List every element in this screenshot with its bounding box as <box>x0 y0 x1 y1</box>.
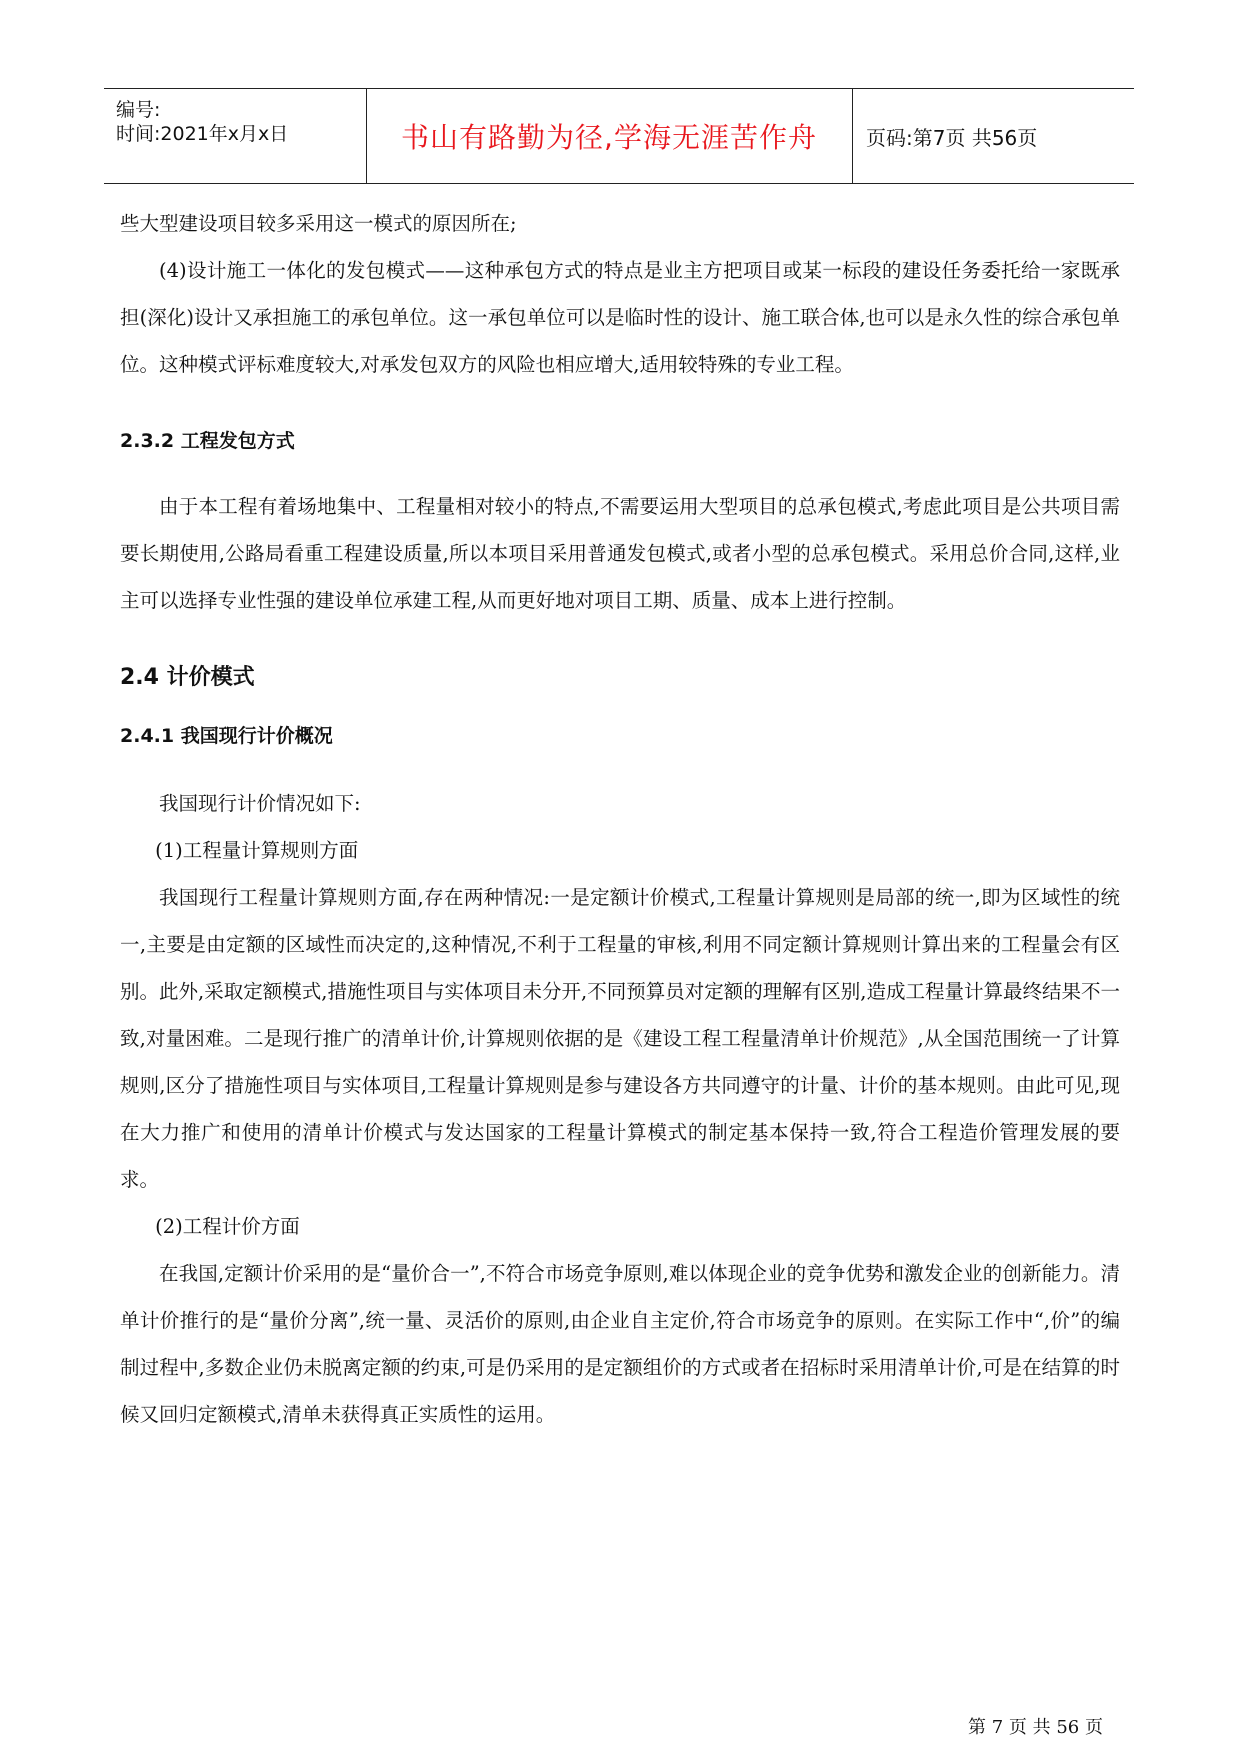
section-heading-2-3-2: 2.3.2 工程发包方式 <box>120 430 295 452</box>
motto-text: 书山有路勤为径,学海无涯苦作舟 <box>401 121 817 154</box>
paragraph: (1)工程量计算规则方面 <box>155 839 359 862</box>
paragraph: 我国现行计价情况如下: <box>159 792 361 815</box>
header-meta <box>104 89 366 183</box>
page-header <box>104 88 1134 184</box>
paragraph: (2)工程计价方面 <box>155 1215 300 1238</box>
header-page-info: 页码:第7页 共56页 <box>866 125 1038 150</box>
document-body <box>120 200 1120 1438</box>
page-footer: 第 7 页 共 56 页 <box>968 1717 1103 1738</box>
header-motto-cell <box>366 89 852 183</box>
paragraph: 些大型建设项目较多采用这一模式的原因所在; <box>120 212 517 235</box>
paragraph: (4)设计施工一体化的发包模式——这种承包方式的特点是业主方把项目或某一标段的建设任务委托给一家既承担(深化)设计又承担施工的承包单位。这一承包单位可以是临时性的设计、施工联合体,也可以是永久性的综合承包单位。这种模式评标难度较大,对承发包双方的风险也相应增大,适用较特殊的专业工程。 <box>120 259 1120 376</box>
section-heading-2-4: 2.4 计价模式 <box>120 665 255 690</box>
paragraph: 我国现行工程量计算规则方面,存在两种情况:一是定额计价模式,工程量计算规则是局部的统一,即为区域性的统一,主要是由定额的区域性而决定的,这种情况,不利于工程量的审核,利用不同定额计算规则计算出来的工程量会有区别。此外,采取定额模式,措施性项目与实体项目未分开,不同预算员对定额的理解有区别,造成工程量计算最终结果不一致,对量困难。二是现行推广的清单计价,计算规则依据的是《建设工程工程量清单计价规范》,从全国范围统一了计算规则,区分了措施性项目与实体项目,工程量计算规则是参与建设各方共同遵守的计量、计价的基本规则。由此可见,现在大力推广和使用的清单计价模式与发达国家的工程量计算模式的制定基本保持一致,符合工程造价管理发展的要求。 <box>120 886 1120 1191</box>
paragraph: 由于本工程有着场地集中、工程量相对较小的特点,不需要运用大型项目的总承包模式,考虑此项目是公共项目需要长期使用,公路局看重工程建设质量,所以本项目采用普通发包模式,或者小型的总承包模式。采用总价合同,这样,业主可以选择专业性强的建设单位承建工程,从而更好地对项目工期、质量、成本上进行控制。 <box>120 495 1120 612</box>
paragraph: 在我国,定额计价采用的是“量价合一”,不符合市场竞争原则,难以体现企业的竞争优势和激发企业的创新能力。清单计价推行的是“量价分离”,统一量、灵活价的原则,由企业自主定价,符合市场竞争的原则。在实际工作中“,价”的编制过程中,多数企业仍未脱离定额的约束,可是仍采用的是定额组价的方式或者在招标时采用清单计价,可是在结算的时候又回归定额模式,清单未获得真正实质性的运用。 <box>120 1262 1120 1426</box>
time-label: 时间:2021年x月x日 <box>116 123 289 145</box>
section-heading-2-4-1: 2.4.1 我国现行计价概况 <box>120 725 333 747</box>
number-label: 编号: <box>116 99 161 121</box>
